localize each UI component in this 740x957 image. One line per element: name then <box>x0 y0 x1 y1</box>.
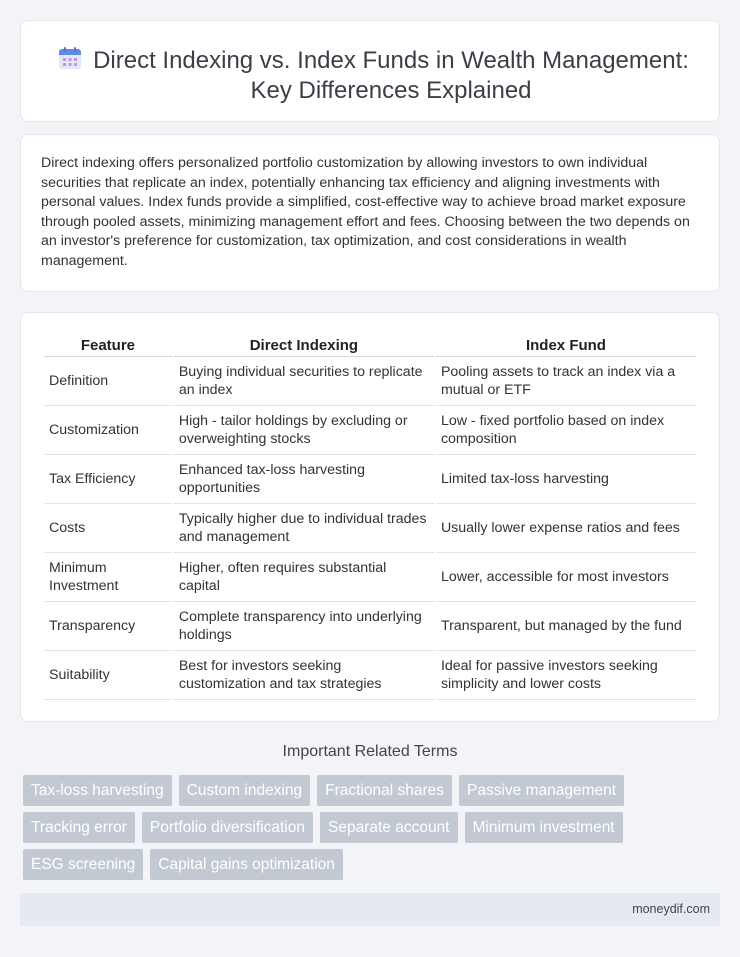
direct-indexing-cell: High - tailor holdings by excluding or overweighting stocks <box>174 406 434 455</box>
related-term-tag[interactable]: Minimum investment <box>465 812 623 843</box>
direct-indexing-cell: Higher, often requires substantial capital <box>174 553 434 602</box>
direct-indexing-cell: Buying individual securities to replicate an index <box>174 357 434 406</box>
table-row <box>44 504 696 553</box>
index-fund-cell: Limited tax-loss harvesting <box>436 455 696 504</box>
related-terms-list <box>23 775 703 880</box>
feature-cell: Suitability <box>44 651 172 700</box>
comparison-table <box>42 333 698 700</box>
feature-cell: Customization <box>44 406 172 455</box>
table-row <box>44 406 696 455</box>
related-term-tag[interactable]: Portfolio diversification <box>142 812 313 843</box>
direct-indexing-cell: Enhanced tax-loss harvesting opportunities <box>174 455 434 504</box>
related-terms-title: Important Related Terms <box>282 743 458 760</box>
comparison-table-card <box>20 312 720 722</box>
index-fund-cell: Pooling assets to track an index via a mutual or ETF <box>436 357 696 406</box>
related-term-tag[interactable]: Tracking error <box>23 812 135 843</box>
intro-card <box>20 134 720 292</box>
page-title <box>83 46 699 106</box>
intro-paragraph: Direct indexing offers personalized portfolio customization by allowing investors to own individual securities that replicate an index, potentially enhancing tax efficiency and aligning investments with personal values. Index funds provide a simplified, cost-effective way to achieve broad market exposure through pooled assets, minimizing management effort and fees. Choosing between the two depends on an investor's preference for customization, tax optimization, and cost considerations in wealth management. <box>41 155 690 269</box>
footer <box>20 893 720 926</box>
related-term-tag[interactable]: Tax-loss harvesting <box>23 775 172 806</box>
title-card <box>20 20 720 122</box>
feature-cell: Minimum Investment <box>44 553 172 602</box>
table-row <box>44 357 696 406</box>
related-term-tag[interactable]: Fractional shares <box>317 775 452 806</box>
index-fund-cell: Lower, accessible for most investors <box>436 553 696 602</box>
direct-indexing-cell: Typically higher due to individual trades and management <box>174 504 434 553</box>
header-index-fund: Index Fund <box>436 333 696 357</box>
table-header-row <box>44 333 696 357</box>
direct-indexing-cell: Complete transparency into underlying holdings <box>174 602 434 651</box>
related-term-tag[interactable]: Passive management <box>459 775 624 806</box>
footer-site-link[interactable]: moneydif.com <box>632 902 710 916</box>
calendar-icon <box>57 45 83 71</box>
feature-cell: Costs <box>44 504 172 553</box>
table-row <box>44 553 696 602</box>
related-term-tag[interactable]: Capital gains optimization <box>150 849 343 880</box>
feature-cell: Tax Efficiency <box>44 455 172 504</box>
feature-cell: Definition <box>44 357 172 406</box>
related-term-tag[interactable]: Separate account <box>320 812 458 843</box>
direct-indexing-cell: Best for investors seeking customization and tax strategies <box>174 651 434 700</box>
index-fund-cell: Low - fixed portfolio based on index composition <box>436 406 696 455</box>
related-term-tag[interactable]: Custom indexing <box>179 775 310 806</box>
table-row <box>44 455 696 504</box>
index-fund-cell: Usually lower expense ratios and fees <box>436 504 696 553</box>
index-fund-cell: Ideal for passive investors seeking simplicity and lower costs <box>436 651 696 700</box>
table-row <box>44 602 696 651</box>
feature-cell: Transparency <box>44 602 172 651</box>
table-row <box>44 651 696 700</box>
page-title-line-2: Key Differences Explained <box>250 77 532 104</box>
header-direct-indexing: Direct Indexing <box>174 333 434 357</box>
related-term-tag[interactable]: ESG screening <box>23 849 143 880</box>
index-fund-cell: Transparent, but managed by the fund <box>436 602 696 651</box>
page-title-line-1: Direct Indexing vs. Index Funds in Wealth Management: <box>93 47 689 74</box>
header-feature: Feature <box>44 333 172 357</box>
